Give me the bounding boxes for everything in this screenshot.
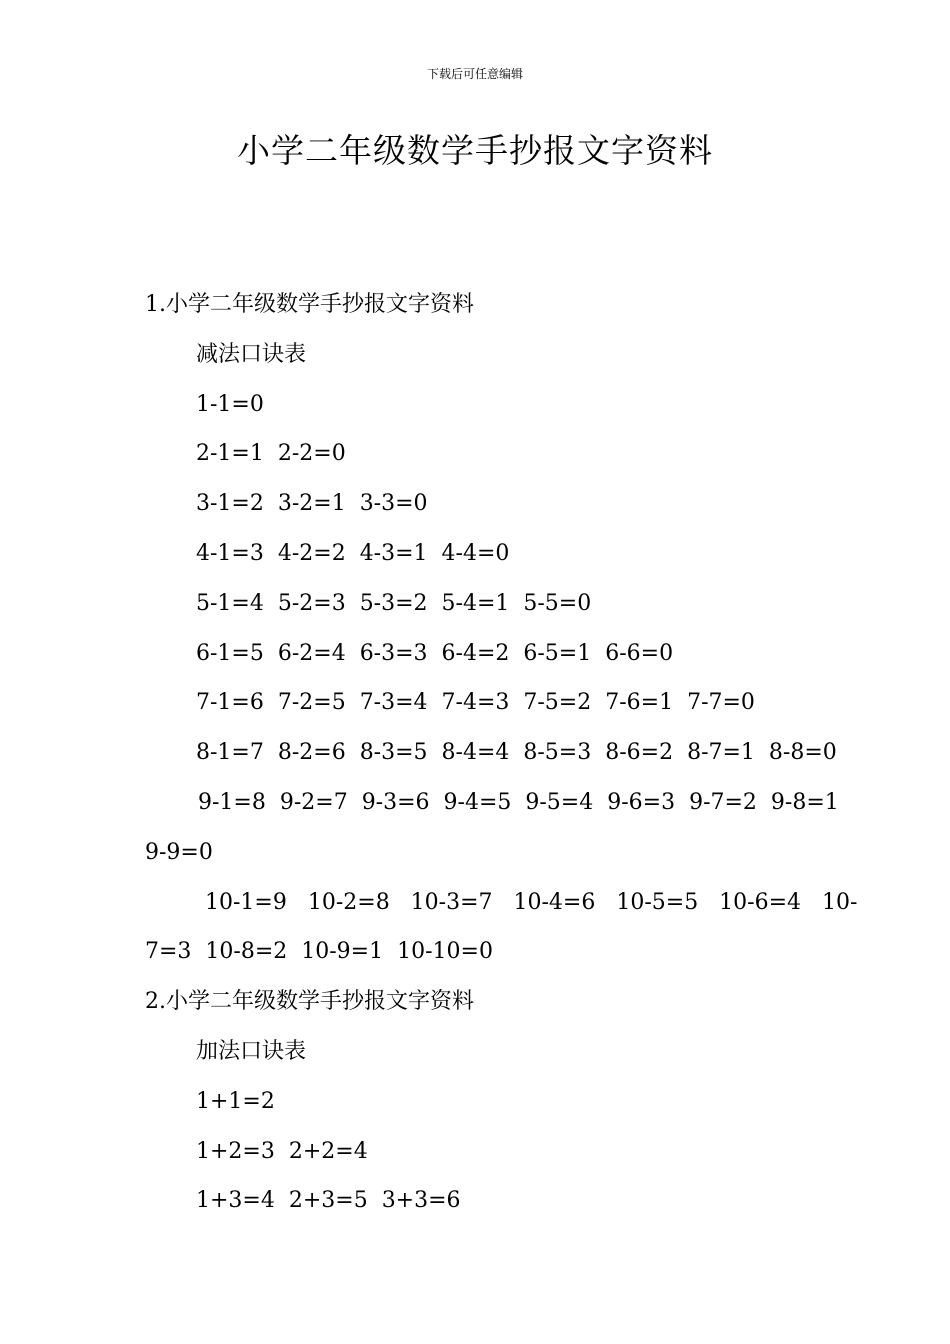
section-1-heading: 1.小学二年级数学手抄报文字资料 [145,292,474,317]
subtraction-row-2: 2-1=1 2-2=0 [196,441,346,467]
section-1-subheading: 减法口诀表 [196,341,307,367]
subtraction-row-1: 1-1=0 [196,391,264,417]
document-title: 小学二年级数学手抄报文字资料 [237,131,713,170]
document-body [145,280,858,1226]
subtraction-row-9-part-1: 9-1=8 9-2=7 9-3=6 9-4=5 9-5=4 9-6=3 9-7=2 9-8=1 [198,789,839,815]
subtraction-row-9-part-2: 9-9=0 [145,839,213,865]
subtraction-row-7: 7-1=6 7-2=5 7-3=4 7-4=3 7-5=2 7-6=1 7-7=0 [196,690,755,716]
subtraction-row-10-part-1: 10-1=9 10-2=8 10-3=7 10-4=6 10-5=5 10-6=4 10- [205,889,858,915]
subtraction-row-10-part-2: 7=3 10-8=2 10-9=1 10-10=0 [145,939,493,965]
subtraction-row-4: 4-1=3 4-2=2 4-3=1 4-4=0 [196,540,510,566]
subtraction-row-8: 8-1=7 8-2=6 8-3=5 8-4=4 8-5=3 8-6=2 8-7=1 8-8=0 [196,740,837,766]
header-note: 下载后可任意编辑 [426,67,523,81]
section-2-subheading: 加法口诀表 [196,1038,307,1064]
addition-row-3: 1+3=4 2+3=5 3+3=6 [196,1188,461,1214]
subtraction-row-6: 6-1=5 6-2=4 6-3=3 6-4=2 6-5=1 6-6=0 [196,640,674,666]
addition-row-1: 1+1=2 [196,1088,275,1114]
subtraction-row-3: 3-1=2 3-2=1 3-3=0 [196,491,428,517]
section-2-heading: 2.小学二年级数学手抄报文字资料 [145,989,474,1015]
addition-row-2: 1+2=3 2+2=4 [196,1138,368,1164]
subtraction-row-5: 5-1=4 5-2=3 5-3=2 5-4=1 5-5=0 [196,590,592,616]
